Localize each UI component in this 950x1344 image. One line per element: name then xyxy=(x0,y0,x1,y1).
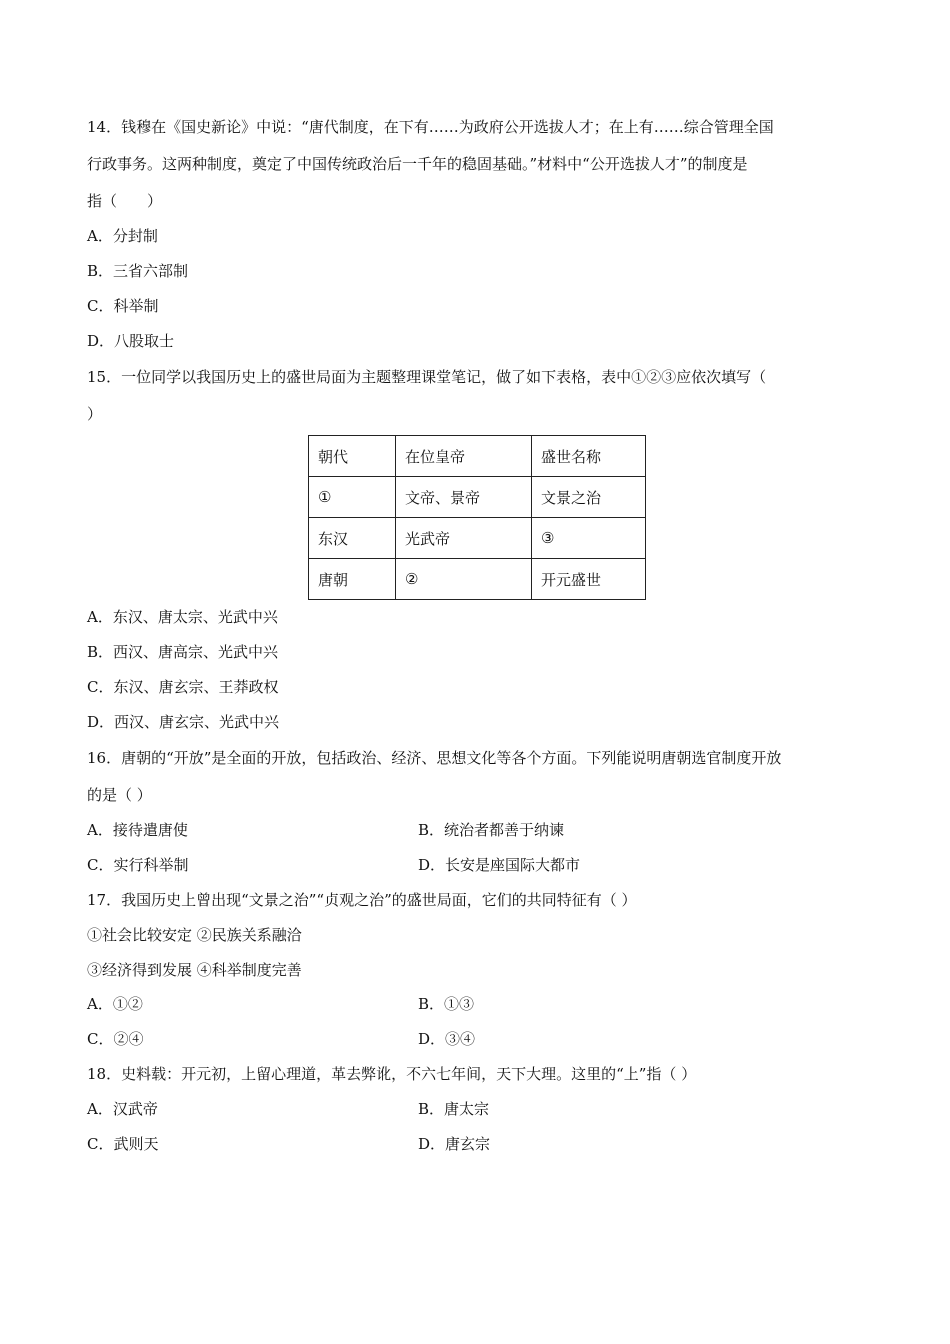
q15-option-b[interactable]: B．西汉、唐高宗、光武中兴 xyxy=(87,643,279,661)
table-cell: 文帝、景帝 xyxy=(396,477,532,518)
q15-stem-line-1: 15．一位同学以我国历史上的盛世局面为主题整理课堂笔记，做了如下表格，表中①②③应依次填写（ xyxy=(87,368,767,386)
q18-option-d[interactable]: D．唐玄宗 xyxy=(418,1135,491,1153)
q16-option-a[interactable]: A．接待遣唐使 xyxy=(87,821,188,839)
dynasty-table xyxy=(308,435,646,600)
q17-option-b[interactable]: B．①③ xyxy=(418,995,475,1013)
table-cell: 唐朝 xyxy=(309,559,396,600)
q17-option-a[interactable]: A．①② xyxy=(87,995,143,1013)
q16-option-c[interactable]: C．实行科举制 xyxy=(87,856,189,874)
table-cell: 文景之治 xyxy=(532,477,646,518)
table-header-cell: 朝代 xyxy=(309,436,396,477)
q18-option-a[interactable]: A．汉武帝 xyxy=(87,1100,158,1118)
table-cell: 开元盛世 xyxy=(532,559,646,600)
table-header-cell: 盛世名称 xyxy=(532,436,646,477)
q17-option-d[interactable]: D．③④ xyxy=(418,1030,476,1048)
table-cell: 光武帝 xyxy=(396,518,532,559)
table-row xyxy=(309,518,646,559)
table-cell: ② xyxy=(396,559,532,600)
q15-stem-line-2: ） xyxy=(87,405,103,423)
q14-option-c[interactable]: C．科举制 xyxy=(87,297,159,315)
q16-stem-line-2: 的是（ ） xyxy=(87,786,152,804)
q14-option-a[interactable]: A．分封制 xyxy=(87,227,158,245)
table-row xyxy=(309,559,646,600)
q18-option-c[interactable]: C．武则天 xyxy=(87,1135,159,1153)
q16-stem-line-1: 16．唐朝的“开放”是全面的开放，包括政治、经济、思想文化等各个方面。下列能说明唐朝选官制度开放 xyxy=(87,749,782,767)
table-cell: ③ xyxy=(532,518,646,559)
q15-option-d[interactable]: D．西汉、唐玄宗、光武中兴 xyxy=(87,713,280,731)
q15-option-c[interactable]: C．东汉、唐玄宗、王莽政权 xyxy=(87,678,279,696)
table-header-cell: 在位皇帝 xyxy=(396,436,532,477)
q14-stem-line-2: 行政事务。这两种制度，奠定了中国传统政治后一千年的稳固基础。”材料中“公开选拔人才”的制度是 xyxy=(87,155,748,173)
q14-stem-line-3: 指（ ） xyxy=(87,192,163,210)
table-cell: ① xyxy=(309,477,396,518)
q18-option-b[interactable]: B．唐太宗 xyxy=(418,1100,490,1118)
q16-option-d[interactable]: D．长安是座国际大都市 xyxy=(418,856,581,874)
table-header-row xyxy=(309,436,646,477)
table-row xyxy=(309,477,646,518)
q17-stem-line-3: ③经济得到发展 ④科举制度完善 xyxy=(87,961,302,979)
table-cell: 东汉 xyxy=(309,518,396,559)
q15-option-a[interactable]: A．东汉、唐太宗、光武中兴 xyxy=(87,608,278,626)
q16-option-b[interactable]: B．统治者都善于纳谏 xyxy=(418,821,565,839)
q17-stem-line-1: 17．我国历史上曾出现“文景之治”“贞观之治”的盛世局面，它们的共同特征有（ ） xyxy=(87,891,637,909)
q14-option-d[interactable]: D．八股取士 xyxy=(87,332,175,350)
q14-option-b[interactable]: B．三省六部制 xyxy=(87,262,189,280)
q17-stem-line-2: ①社会比较安定 ②民族关系融洽 xyxy=(87,926,302,944)
q17-option-c[interactable]: C．②④ xyxy=(87,1030,144,1048)
q18-stem-line-1: 18．史料载：开元初，上留心理道，革去弊讹，不六七年间，天下大理。这里的“上”指（ ） xyxy=(87,1065,697,1083)
q14-stem-line-1: 14．钱穆在《国史新论》中说：“唐代制度，在下有……为政府公开选拔人才；在上有……综合管理全国 xyxy=(87,118,774,136)
